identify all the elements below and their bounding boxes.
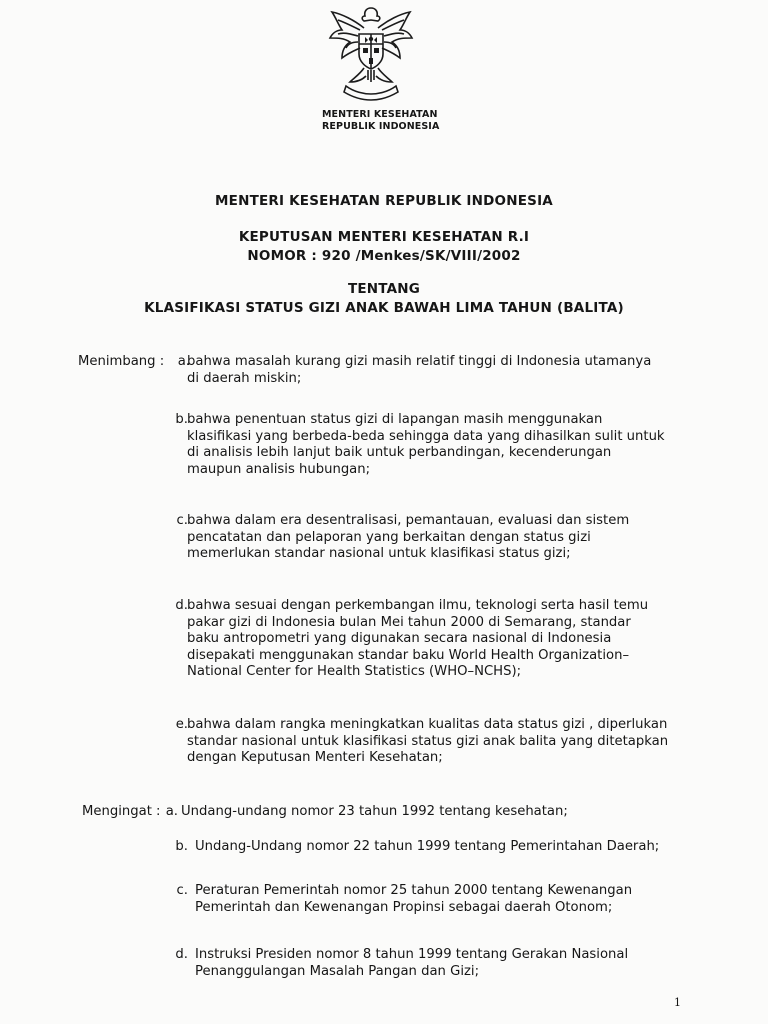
decree-subject: KLASIFIKASI STATUS GIZI ANAK BAWAH LIMA TAHUN (BALITA)	[144, 300, 624, 316]
mengingat-b-line: Undang-Undang nomor 22 tahun 1999 tentang Pemerintahan Daerah;	[195, 839, 660, 854]
decree-number: NOMOR : 920 /Menkes/SK/VIII/2002	[247, 248, 521, 264]
menimbang-e-marker: e.	[175, 717, 188, 732]
mengingat-d-marker: d.	[175, 947, 188, 962]
menimbang-b-line: di analisis lebih lanjut baik untuk perbandingan, kecenderungan	[187, 445, 612, 460]
menimbang-label: Menimbang :	[78, 354, 165, 369]
mengingat-a-line: Undang-undang nomor 23 tahun 1992 tentang kesehatan;	[181, 804, 568, 819]
menimbang-b-marker: b.	[175, 412, 188, 427]
mengingat-a-text	[181, 804, 681, 821]
page-number: 1	[674, 996, 681, 1009]
mengingat-d-text	[195, 947, 681, 980]
mengingat-c-line: Pemerintah dan Kewenangan Propinsi sebagai daerah Otonom;	[195, 899, 613, 915]
issuer-line-2: REPUBLIK INDONESIA	[322, 120, 440, 132]
issuer-line-1: MENTERI KESEHATAN	[322, 109, 438, 120]
menimbang-d-line: disepakati menggunakan standar baku World Health Organization–	[187, 647, 630, 663]
menimbang-e-line: bahwa dalam rangka meningkatkan kualitas data status gizi , diperlukan	[187, 717, 668, 732]
menimbang-d-line: National Center for Health Statistics (WHO–NCHS);	[187, 664, 522, 679]
mengingat-c-line: Peraturan Pemerintah nomor 25 tahun 2000 tentang Kewenangan	[195, 883, 633, 898]
menimbang-a-text	[187, 354, 681, 387]
menimbang-b-line: maupun analisis hubungan;	[187, 461, 371, 477]
mengingat-b-marker: b.	[175, 839, 188, 854]
issuer-block	[322, 109, 439, 132]
menimbang-b-line: klasifikasi yang berbeda-beda sehingga data yang dihasilkan sulit untuk	[187, 428, 665, 444]
menimbang-d-line: bahwa sesuai dengan perkembangan ilmu, teknologi serta hasil temu	[187, 598, 649, 613]
menimbang-a-marker: a.	[177, 354, 190, 369]
menimbang-e-text	[187, 717, 681, 767]
menimbang-c-line: pencatatan dan pelaporan yang berkaitan dengan status gizi	[187, 529, 591, 545]
menimbang-d-line: baku antropometri yang digunakan secara nasional di Indonesia	[187, 631, 612, 646]
mengingat-a-marker: a.	[165, 804, 178, 819]
menimbang-c-marker: c.	[176, 513, 188, 528]
decree-title: KEPUTUSAN MENTERI KESEHATAN R.I	[238, 229, 530, 245]
menimbang-d-line: pakar gizi di Indonesia bulan Mei tahun 2000 di Semarang, standar	[187, 614, 631, 630]
menimbang-d-text	[187, 598, 681, 681]
menimbang-c-text	[187, 513, 681, 563]
mengingat-c-text	[195, 883, 681, 916]
menimbang-a-line: di daerah miskin;	[187, 370, 302, 386]
menimbang-c-line: memerlukan standar nasional untuk klasifikasi status gizi;	[187, 546, 571, 561]
menimbang-c-line: bahwa dalam era desentralisasi, pemantauan, evaluasi dan sistem	[187, 513, 630, 528]
menimbang-e-line: standar nasional untuk klasifikasi status gizi anak balita yang ditetapkan	[187, 733, 669, 749]
about-label: TENTANG	[347, 281, 421, 297]
menimbang-b-text	[187, 412, 681, 478]
menimbang-d-marker: d.	[175, 598, 188, 613]
menimbang-a-line: bahwa masalah kurang gizi masih relatif tinggi di Indonesia utamanya	[187, 354, 652, 369]
mengingat-d-line: Penanggulangan Masalah Pangan dan Gizi;	[195, 963, 480, 979]
menimbang-e-line: dengan Keputusan Menteri Kesehatan;	[187, 750, 443, 765]
document-heading: MENTERI KESEHATAN REPUBLIK INDONESIA	[215, 193, 553, 209]
mengingat-d-line: Instruksi Presiden nomor 8 tahun 1999 tentang Gerakan Nasional	[195, 947, 629, 962]
menimbang-b-line: bahwa penentuan status gizi di lapangan masih menggunakan	[187, 412, 603, 427]
mengingat-b-text	[195, 839, 681, 856]
mengingat-label: Mengingat :	[82, 804, 161, 819]
mengingat-c-marker: c.	[176, 883, 188, 898]
garuda-emblem-icon	[324, 4, 418, 102]
